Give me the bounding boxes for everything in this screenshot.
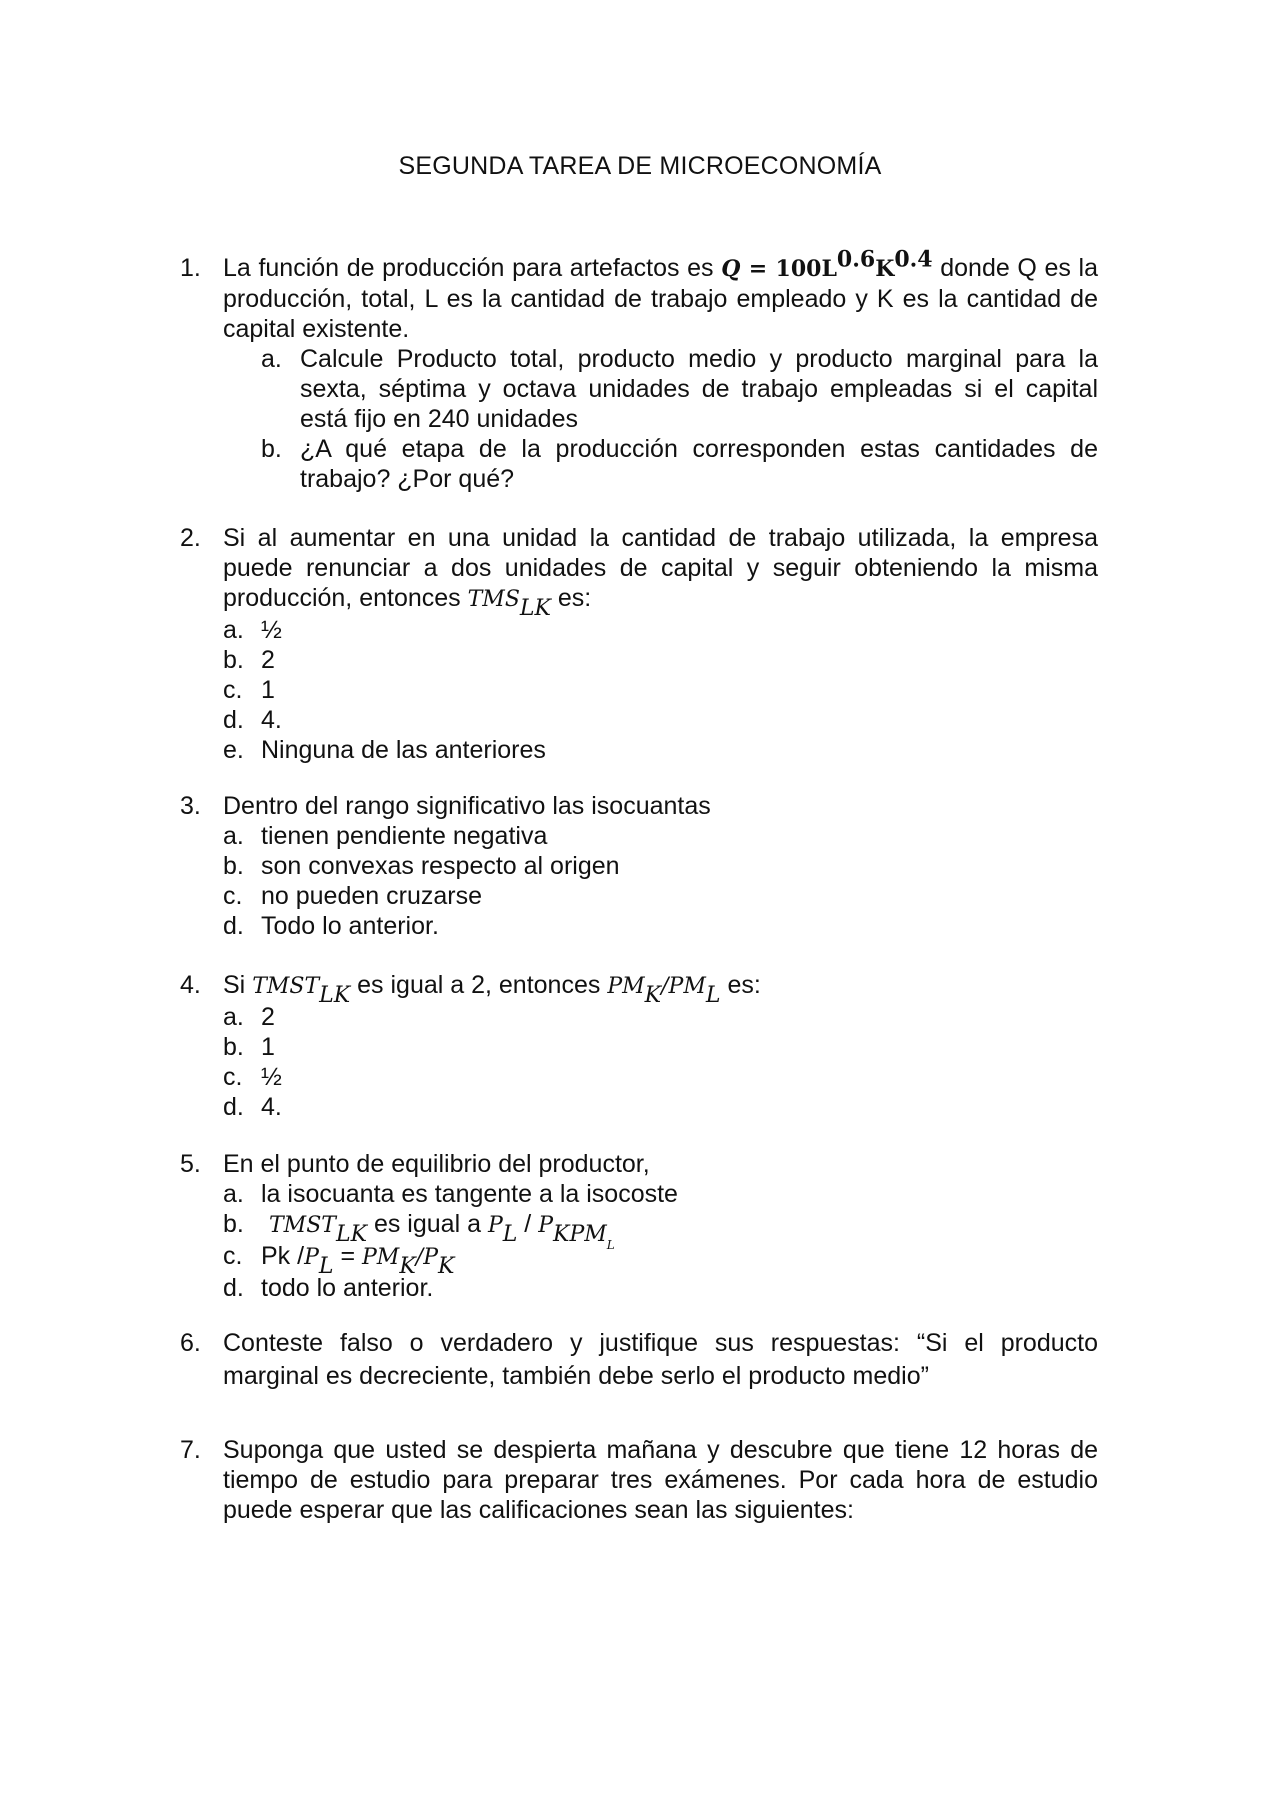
question-4 [180, 970, 1098, 1122]
option-b [223, 1032, 1098, 1062]
option-d [223, 1273, 1098, 1303]
tmst-symbol: TMST [269, 1213, 336, 1238]
pl-subscript: L [502, 1222, 518, 1247]
question-text [223, 523, 1098, 621]
question-text: Dentro del rango significativo las isocuantas [223, 792, 711, 820]
option-d [223, 911, 1098, 941]
tms-symbol: TMS [467, 587, 520, 612]
option-letter: a. [223, 1003, 244, 1031]
option-text: ½ [261, 1063, 282, 1091]
option-text: 2 [261, 646, 275, 674]
option-letter: e. [223, 736, 244, 764]
question-number: 1. [180, 254, 201, 282]
sub-question-list [261, 344, 1098, 494]
option-text: la isocuanta es tangente a la isocoste [261, 1180, 678, 1208]
tmst-subscript: LK [319, 983, 351, 1008]
text-segment: Si al aumentar en una unidad la cantidad de trabajo utilizada, la empresa puede renunciar a dos unidades de capital y seguir obteniendo la misma producción, entonces [223, 524, 1098, 612]
question-text: En el punto de equilibrio del productor, [223, 1150, 650, 1178]
sub-question-b [261, 434, 1098, 494]
pml-symbol: PM [668, 974, 706, 999]
pkpml-symbol: P [538, 1213, 554, 1238]
question-6 [180, 1327, 1098, 1393]
option-list [223, 821, 1098, 941]
option-text: Todo lo anterior. [261, 912, 439, 940]
pk-subscript: K [438, 1254, 455, 1279]
pmk-symbol: PM [607, 974, 645, 999]
pk-symbol: P [423, 1245, 439, 1270]
question-number: 7. [180, 1436, 201, 1464]
formula-q: Q [721, 256, 741, 282]
pkpml-sub-subscript: L [606, 1238, 615, 1253]
option-letter: a. [261, 345, 282, 373]
option-text: 1 [261, 1033, 275, 1061]
option-letter: d. [223, 912, 244, 940]
tmst-subscript: LK [335, 1222, 367, 1247]
option-a [223, 1179, 1098, 1209]
ratio-slash: / [415, 1245, 424, 1270]
option-text: 4. [261, 1093, 282, 1121]
pmk-subscript: K [399, 1254, 416, 1279]
option-text [261, 1242, 455, 1279]
text-segment: es igual a [373, 1210, 481, 1238]
tms-subscript: LK [519, 596, 551, 621]
option-d [223, 705, 1098, 735]
option-c [223, 1062, 1098, 1092]
text-segment: es: [557, 584, 592, 612]
text-segment: donde Q es la producción, total, L es la cantidad de trabajo empleado y K es la cantidad de capital existente. [223, 254, 1098, 343]
option-letter: d. [223, 706, 244, 734]
question-number: 4. [180, 971, 201, 999]
option-letter: c. [223, 882, 243, 910]
text-segment: es igual a 2, entonces [357, 971, 601, 999]
pl-symbol: P [304, 1245, 319, 1270]
question-number: 2. [180, 524, 201, 552]
option-b [223, 851, 1098, 881]
pmk-symbol: PM [362, 1245, 400, 1270]
option-letter: a. [223, 1180, 244, 1208]
option-list [223, 1002, 1098, 1122]
text-segment: es: [727, 971, 761, 999]
pl-subscript: L [318, 1254, 334, 1279]
option-b [223, 1209, 1098, 1253]
option-text: no pueden cruzarse [261, 882, 482, 910]
question-text: Conteste falso o verdadero y justifique sus respuestas: “Si el producto marginal es decreciente, también debe serlo el producto medio” [223, 1329, 1098, 1390]
option-letter: b. [223, 646, 244, 674]
option-text: tienen pendiente negativa [261, 822, 548, 850]
option-text: 4. [261, 706, 282, 734]
pml-subscript: L [705, 983, 721, 1008]
option-text: 2 [261, 1003, 275, 1031]
option-text: 1 [261, 676, 275, 704]
option-letter: d. [223, 1093, 244, 1121]
question-text: Suponga que usted se despierta mañana y descubre que tiene 12 horas de tiempo de estudio para preparar tres exámenes. Por cada hora de estudio puede esperar que las calificaciones sean las siguientes: [223, 1436, 1098, 1524]
formula-coefficient: 100 [775, 256, 822, 282]
page-title: SEGUNDA TAREA DE MICROECONOMÍA [398, 152, 882, 180]
text-segment: La función de producción para artefactos es [223, 254, 714, 282]
option-letter: b. [223, 1210, 244, 1238]
option-c [223, 675, 1098, 705]
formula-k-exponent: 0.4 [894, 246, 933, 273]
formula-k: K [875, 256, 895, 282]
question-text [223, 970, 1098, 1008]
option-text: ¿A qué etapa de la producción corresponden estas cantidades de trabajo? ¿Por qué? [300, 435, 1098, 493]
question-text [223, 246, 1098, 344]
option-text [261, 1210, 615, 1253]
option-list [223, 1179, 1098, 1303]
question-3 [180, 791, 1098, 941]
option-text: todo lo anterior. [261, 1274, 434, 1302]
question-2 [180, 523, 1098, 765]
pl-symbol: P [487, 1213, 503, 1238]
option-letter: b. [223, 1033, 244, 1061]
pmk-subscript: K [644, 983, 662, 1008]
option-b [223, 645, 1098, 675]
question-number: 3. [180, 792, 201, 820]
formula-equals: = [740, 256, 776, 282]
option-a [223, 821, 1098, 851]
option-letter: d. [223, 1274, 244, 1302]
tmst-symbol: TMST [252, 974, 320, 999]
text-segment: Pk / [261, 1242, 305, 1270]
formula-l-exponent: 0.6 [836, 246, 876, 273]
option-a [223, 615, 1098, 645]
option-letter: c. [223, 1242, 243, 1270]
question-7 [180, 1435, 1098, 1525]
option-text: ½ [261, 616, 282, 644]
option-c [223, 1241, 1098, 1279]
option-d [223, 1092, 1098, 1122]
question-number: 5. [180, 1150, 201, 1178]
sub-question-a [261, 344, 1098, 434]
text-segment: Si [223, 971, 246, 999]
option-list [223, 615, 1098, 765]
option-text: son convexas respecto al origen [261, 852, 620, 880]
option-letter: a. [223, 616, 244, 644]
option-letter: a. [223, 822, 244, 850]
equals-sign: = [333, 1242, 362, 1270]
option-a [223, 1002, 1098, 1032]
option-e [223, 735, 1098, 765]
pkpml-subscript-text: KPM [553, 1222, 607, 1247]
option-c [223, 881, 1098, 911]
question-1 [180, 246, 1098, 494]
option-letter: c. [223, 676, 243, 704]
option-letter: b. [261, 435, 282, 463]
option-text: Ninguna de las anteriores [261, 736, 546, 764]
production-function-formula [721, 246, 933, 282]
ratio-slash: / [517, 1210, 539, 1238]
option-letter: b. [223, 852, 244, 880]
question-number: 6. [180, 1329, 201, 1357]
option-letter: c. [223, 1063, 243, 1091]
question-5 [180, 1149, 1098, 1303]
formula-l: L [821, 256, 837, 282]
option-text: Calcule Producto total, producto medio y producto marginal para la sexta, séptima y octava unidades de trabajo empleadas si el capital está fijo en 240 unidades [300, 345, 1098, 433]
ratio-slash: / [661, 974, 669, 999]
